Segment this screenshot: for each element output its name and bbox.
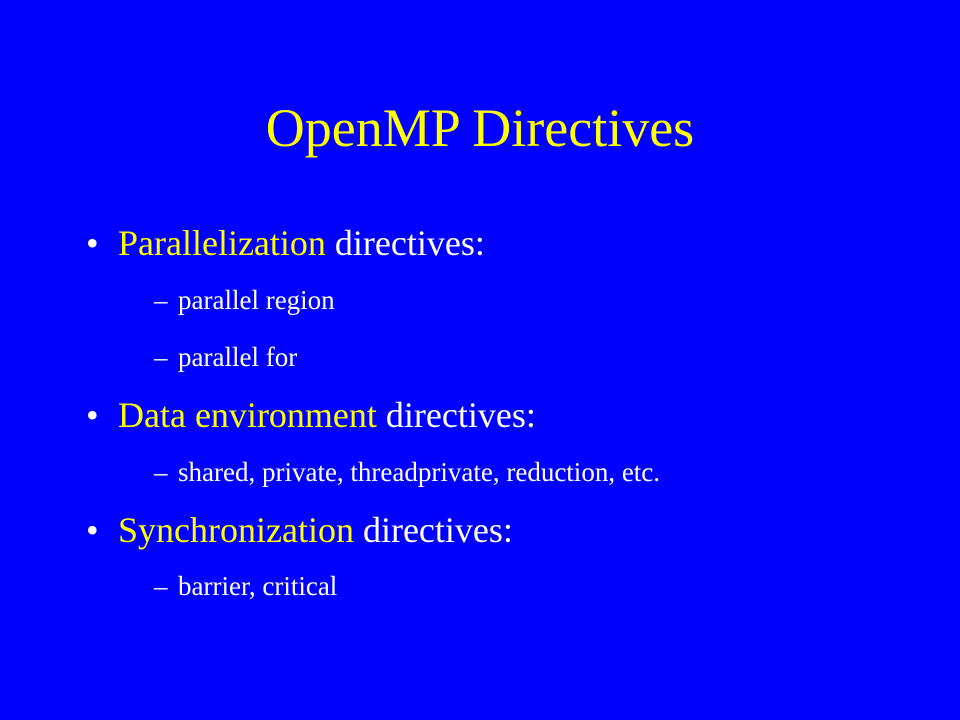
bullet-text: directives: (353, 510, 513, 550)
bullet-highlight: Data environment (118, 395, 377, 435)
bullet-synchronization (86, 508, 513, 552)
subitem-parallel-region (154, 283, 335, 317)
bullet-text: directives: (325, 223, 485, 263)
dash-icon: – (154, 571, 168, 601)
bullet-dot-icon: • (86, 510, 99, 550)
subitem-text: parallel for (178, 342, 298, 372)
bullet-highlight: Parallelization (118, 223, 326, 263)
slide-title: OpenMP Directives (265, 98, 695, 158)
bullet-highlight: Synchronization (118, 510, 354, 550)
dash-icon: – (154, 457, 168, 487)
subitem-text: parallel region (178, 285, 335, 315)
bullet-text: directives: (376, 395, 536, 435)
dash-icon: – (154, 285, 168, 315)
subitem-data-clauses (154, 455, 660, 489)
subitem-text: shared, private, threadprivate, reduction, etc. (178, 457, 661, 487)
bullet-data-environment (86, 393, 536, 437)
bullet-dot-icon: • (86, 395, 99, 435)
subitem-sync-constructs (154, 569, 337, 603)
bullet-parallelization (86, 221, 485, 265)
dash-icon: – (154, 342, 168, 372)
subitem-parallel-for (154, 340, 297, 374)
bullet-dot-icon: • (86, 223, 99, 263)
subitem-text: barrier, critical (178, 571, 338, 601)
